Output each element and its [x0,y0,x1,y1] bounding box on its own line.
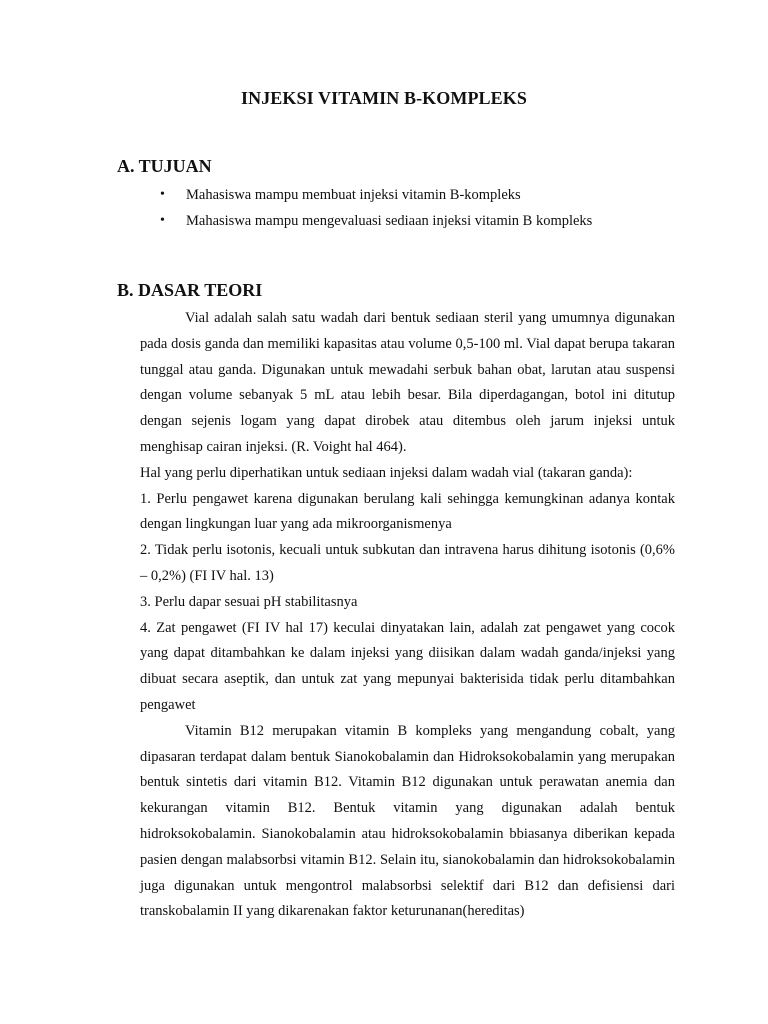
list-item [160,210,592,236]
list-item-text: Mahasiswa mampu membuat injeksi vitamin B-kompleks [186,187,521,203]
document-title: INJEKSI VITAMIN B-KOMPLEKS [241,88,527,108]
bullet-icon: • [160,213,165,228]
paragraph-item-1: 1. Perlu pengawet karena digunakan berulang kali sehingga kemungkinan adanya kontak dengan lingkungan luar yang ada mikroorganismenya [140,490,675,533]
paragraph-intro-list: Hal yang perlu diperhatikan untuk sediaan injeksi dalam wadah vial (takaran ganda): [140,464,633,481]
list-item [160,184,592,210]
list-item-text: Mahasiswa mampu mengevaluasi sediaan injeksi vitamin B kompleks [186,213,593,229]
paragraph-item-4: 4. Zat pengawet (FI IV hal 17) keculai dinyatakan lain, adalah zat pengawet yang cocok yang dapat ditambahkan ke dalam injeksi yang diisikan dalam wadah ganda/injeksi yang dibuat secara aseptik, dan untuk zat yang mepunyai bakterisida tidak perlu ditambahkan pengawet [140,619,675,713]
paragraph-item-2: 2. Tidak perlu isotonis, kecuali untuk subkutan dan intravena harus dihitung isotonis (0,6% – 0,2%) (FI IV hal. 13) [140,542,675,584]
section-a-heading: A. TUJUAN [117,156,212,176]
objectives-list [160,184,592,236]
section-b-body [140,306,675,925]
bullet-icon: • [160,187,165,202]
paragraph-vial: Vial adalah salah satu wadah dari bentuk sediaan steril yang umumnya digunakan pada dosis ganda dan memiliki kapasitas atau volume 0,5-100 ml. Vial dapat berupa takaran tunggal atau ganda. Digunakan untuk mewadahi serbuk bahan obat, larutan atau suspensi dengan volume sebanyak 5 mL atau lebih besar. Bila diperdagangan, botol ini ditutup dengan sejenis logam yang dapat dirobek atau ditembus oleh jarum injeksi untuk menghisap cairan injeksi. (R. Voight hal 464). [140,310,675,455]
paragraph-vitamin-b12: Vitamin B12 merupakan vitamin B kompleks yang mengandung cobalt, yang dipasaran terdapat dalam bentuk Sianokobalamin dan Hidroksokobalamin yang merupakan bentuk sintetis dari vitamin B12. Vitamin B12 digunakan untuk perawatan anemia dan kekurangan vitamin B12. Bentuk vitamin yang digunakan adalah bentuk hidroksokobalamin. Sianokobalamin atau hidroksokobalamin bbiasanya diberikan kepada pasien dengan malabsorbsi vitamin B12. Selain itu, sianokobalamin dan hidroksokobalamin juga digunakan untuk mengontrol malabsorbsi selektif dari B12 dan defisiensi dari transkobalamin II yang dikarenakan faktor keturunanan(hereditas) [140,722,675,920]
paragraph-item-3: 3. Perlu dapar sesuai pH stabilitasnya [140,593,358,610]
section-b-heading: B. DASAR TEORI [117,280,263,300]
